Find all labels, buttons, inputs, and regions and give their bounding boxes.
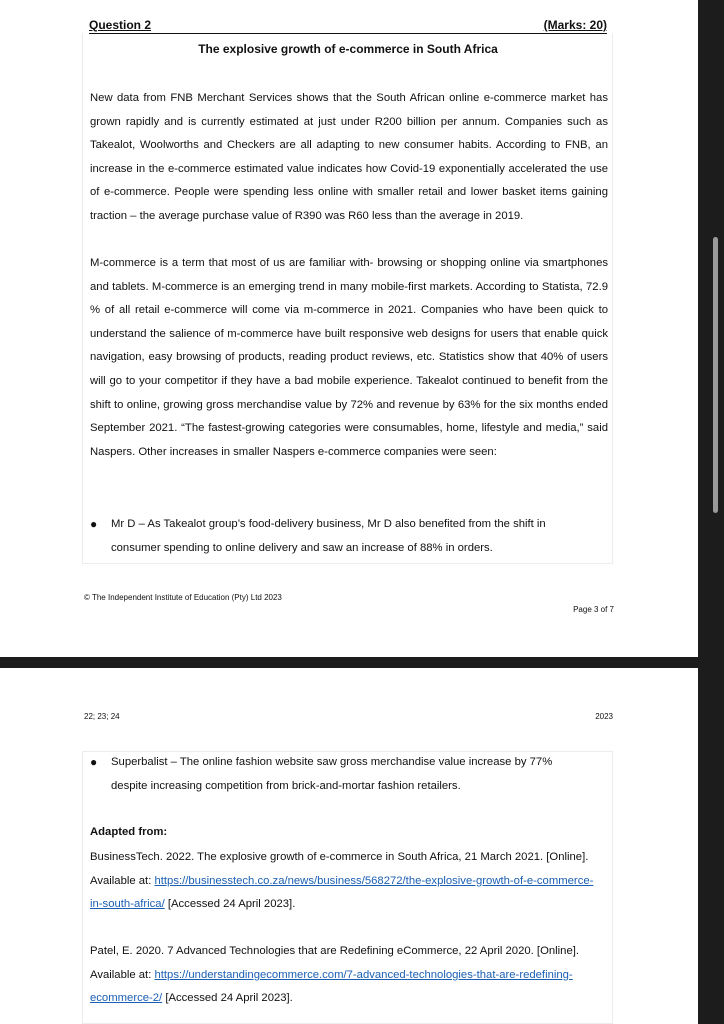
article-title: The explosive growth of e-commerce in South Africa <box>198 42 498 56</box>
reference-1-text: BusinessTech. 2022. The explosive growth of e-commerce in South Africa, 21 March 2021. [Online]. Available at: <box>90 851 589 887</box>
footer-copyright: © The Independent Institute of Education (Pty) Ltd 2023 <box>84 593 282 602</box>
document-page-4 <box>0 668 698 1024</box>
bullet-icon: ● <box>90 755 98 769</box>
reference-2-text: Patel, E. 2020. 7 Advanced Technologies that are Redefining eCommerce, 22 April 2020. [Online]. Available at: <box>90 945 580 981</box>
paragraph-1: New data from FNB Merchant Services shows that the South African online e-commerce market has grown rapidly and is currently estimated at just under R200 billion per annum. Companies such as Takealot, Woolworths and Checkers are all adapting to new consumer habits. According to FNB, an increase in the e-commerce estimated value indicates how Covid-19 exponentially accelerated the use of e-commerce. People were spending less online with smaller retail and lower basket items gaining traction – the average purchase value of R390 was R60 less than the average in 2019. <box>90 92 608 222</box>
reference-2-accessed: [Accessed 24 April 2023]. <box>162 992 293 1005</box>
adapted-from-heading: Adapted from: <box>90 826 168 838</box>
reference-1-link[interactable]: https://businesstech.co.za/news/business/568272/the-explosive-growth-of-e-commerce-in-south-africa/ <box>90 874 594 911</box>
page-separator <box>0 657 698 668</box>
header-left: 22; 23; 24 <box>84 712 120 721</box>
reference-2-link[interactable]: https://understandingecommerce.com/7-advanced-technologies-that-are-redefining-ecommerce-2/ <box>90 968 573 1005</box>
bullet-icon: ● <box>90 517 98 531</box>
reference-1-accessed: [Accessed 24 April 2023]. <box>164 898 296 911</box>
question-label: Question 2 <box>89 18 152 32</box>
footer-page-number: Page 3 of 7 <box>573 605 614 614</box>
header-right: 2023 <box>595 712 613 721</box>
viewer-background <box>698 0 724 1024</box>
vertical-scrollbar[interactable] <box>713 237 718 513</box>
reference-1 <box>90 846 602 917</box>
bullet-text: Mr D – As Takealot group’s food-delivery business, Mr D also benefited from the shift in consumer spending to online delivery and saw an increase of 88% in orders. <box>111 518 546 554</box>
marks-label: (Marks: 20) <box>543 18 607 32</box>
paragraph-2: M-commerce is a term that most of us are familiar with- browsing or shopping online via smartphones and tablets. M-commerce is an emerging trend in many mobile-first markets. According to Statista, 72.9 % of all retail e-commerce will come via m-commerce in 2021. Companies who have been quick to understand the salience of m-commerce have built responsive web designs for users that enable quick navigation, easy browsing of products, reading product reviews, etc. Statistics show that 40% of users will go to your competitor if they have a bad mobile experience. Takealot continued to benefit from the shift to online, growing gross merchandise value by 72% and revenue by 63% for the six months ended September 2021. “The fastest-growing categories were consumables, home, lifestyle and media,” said Naspers. Other increases in smaller Naspers e-commerce companies were seen: <box>90 257 608 458</box>
reference-2 <box>90 940 602 1011</box>
question-header <box>89 17 607 34</box>
bullet-text: Superbalist – The online fashion website saw gross merchandise value increase by 77% despite increasing competition from brick-and-mortar fashion retailers. <box>111 756 553 792</box>
